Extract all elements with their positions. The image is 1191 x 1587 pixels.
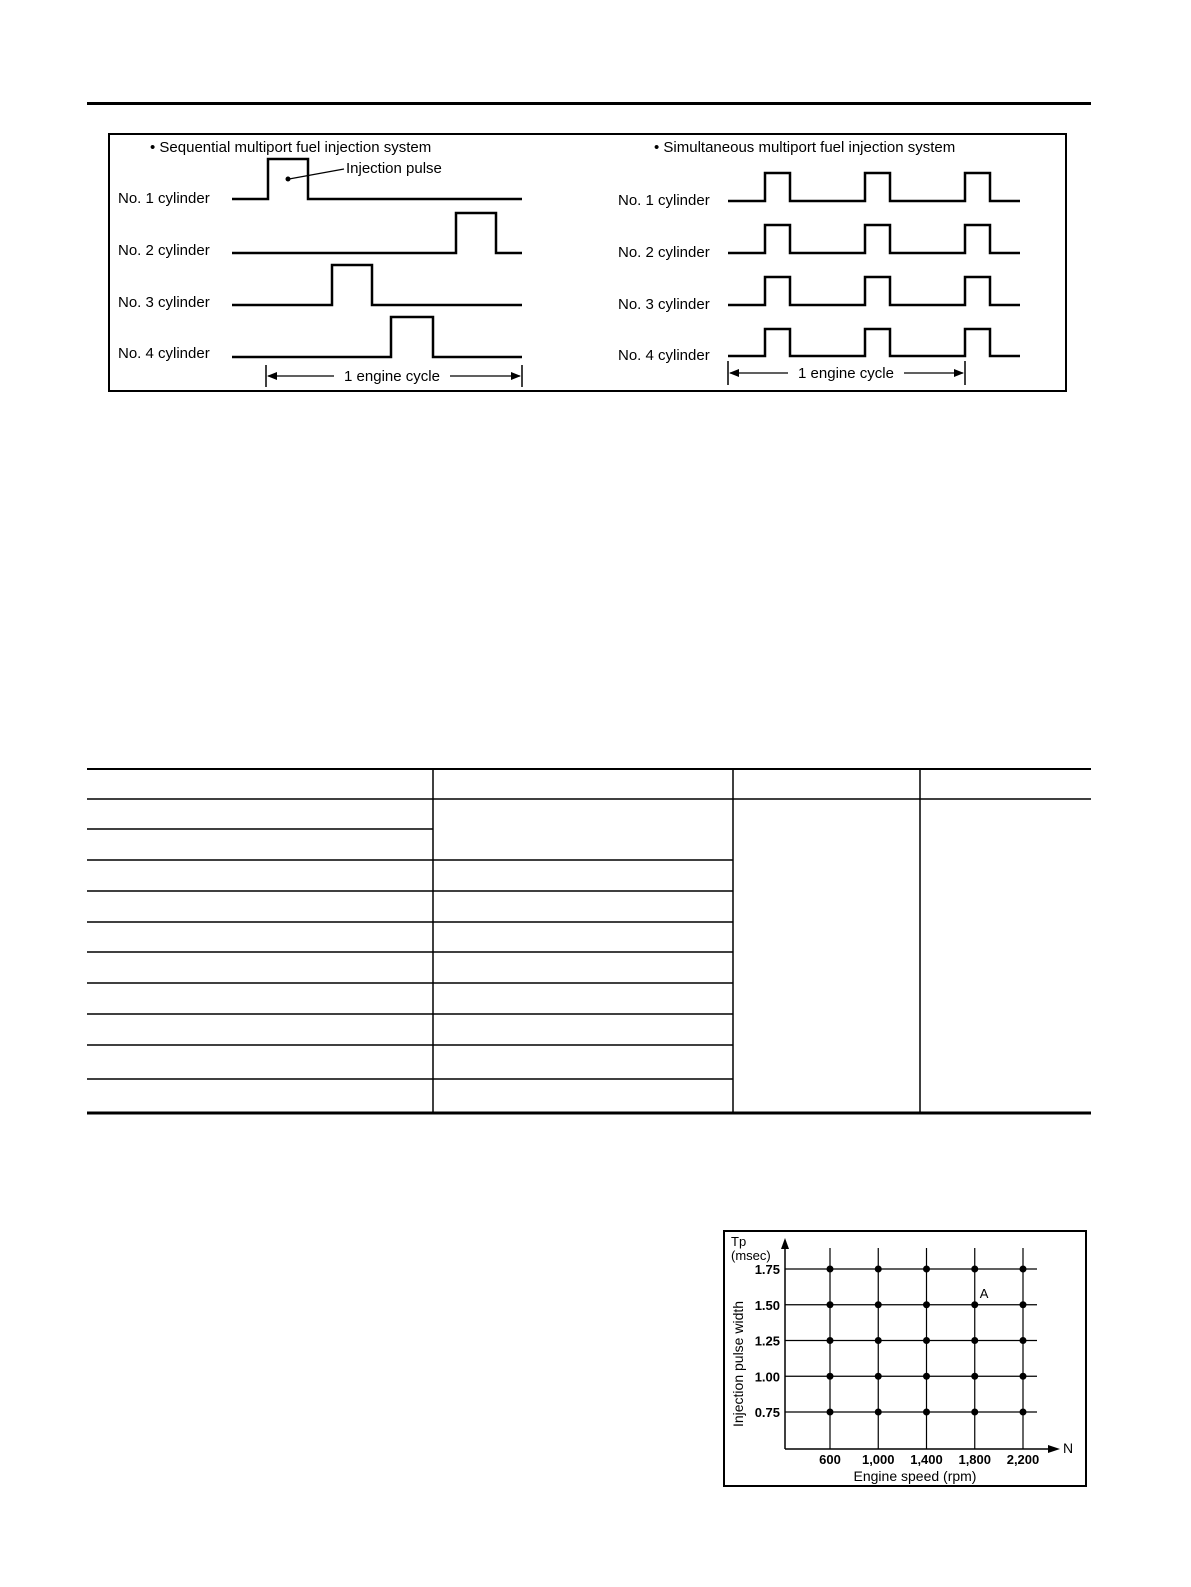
- sim-cylinder-1-label: No. 1 cylinder: [618, 192, 710, 209]
- tp-chart: [723, 1230, 1088, 1488]
- tp-chart-data-point: [923, 1266, 930, 1273]
- seq-cylinder-1-label: No. 1 cylinder: [118, 190, 210, 207]
- spec-table: [87, 768, 1091, 1115]
- sim-cycle-arrowhead-left: [729, 369, 739, 377]
- seq-cycle-arrowhead-left: [267, 372, 277, 380]
- sim-cycle-arrowhead-right: [954, 369, 964, 377]
- tp-chart-data-point: [827, 1301, 834, 1308]
- tp-chart-data-point: [1020, 1373, 1027, 1380]
- tp-chart-ylabel: Injection pulse width: [730, 1300, 746, 1428]
- tp-chart-x-tick-label: 1,400: [910, 1452, 943, 1467]
- tp-chart-data-point: [875, 1373, 882, 1380]
- tp-chart-data-point: [923, 1409, 930, 1416]
- tp-chart-y-tick-label: 1.50: [754, 1297, 780, 1313]
- tp-chart-data-point: [971, 1337, 978, 1344]
- tp-chart-x-tick-label: 600: [819, 1452, 841, 1467]
- tp-chart-data-point: [1020, 1301, 1027, 1308]
- injection-timing-diagram: [108, 133, 1068, 393]
- tp-chart-x-axis-letter: N: [1063, 1440, 1074, 1456]
- seq-waveform-4: [232, 317, 522, 357]
- tp-chart-x-axis-arrowhead: [1048, 1445, 1060, 1453]
- sim-cylinder-2-label: No. 2 cylinder: [618, 244, 710, 261]
- sim-cylinder-3-label: No. 3 cylinder: [618, 296, 710, 313]
- tp-chart-data-point: [827, 1266, 834, 1273]
- sim-waveform-2: [728, 225, 1020, 253]
- tp-chart-data-point: [1020, 1409, 1027, 1416]
- injection-pulse-label: Injection pulse: [346, 160, 442, 177]
- seq-waveform-2: [232, 213, 522, 253]
- tp-chart-data-point: [923, 1337, 930, 1344]
- pulse-leader-dot: [286, 177, 291, 182]
- tp-chart-y-unit-line-2: (msec): [731, 1248, 771, 1263]
- seq-cylinder-2-label: No. 2 cylinder: [118, 242, 210, 259]
- seq-cylinder-4-label: No. 4 cylinder: [118, 345, 210, 362]
- tp-chart-point-label: A: [979, 1285, 989, 1301]
- header-rule: [87, 102, 1091, 105]
- tp-chart-data-point: [1020, 1266, 1027, 1273]
- tp-chart-data-point: [827, 1409, 834, 1416]
- seq-waveform-3: [232, 265, 522, 305]
- tp-chart-data-point: [923, 1301, 930, 1308]
- sim-waveform-1: [728, 173, 1020, 201]
- seq-cycle-label: 1 engine cycle: [344, 368, 440, 385]
- sim-waveform-3: [728, 277, 1020, 305]
- tp-chart-data-point: [971, 1266, 978, 1273]
- seq-cycle-arrowhead-right: [511, 372, 521, 380]
- tp-chart-data-point: [923, 1373, 930, 1380]
- tp-chart-data-point: [971, 1373, 978, 1380]
- tp-chart-x-tick-label: 1,800: [958, 1452, 992, 1467]
- tp-chart-data-point: [971, 1409, 978, 1416]
- tp-chart-data-point: [827, 1337, 834, 1344]
- sim-waveform-4: [728, 329, 1020, 356]
- tp-chart-data-point: [875, 1301, 882, 1308]
- tp-chart-y-axis-arrowhead: [781, 1238, 789, 1249]
- tp-chart-y-tick-label: 1.75: [754, 1262, 780, 1277]
- seq-cylinder-3-label: No. 3 cylinder: [118, 294, 210, 311]
- tp-chart-data-point: [1020, 1337, 1027, 1344]
- tp-chart-data-point: [827, 1373, 834, 1380]
- tp-chart-x-tick-label: 2,200: [1006, 1452, 1040, 1467]
- tp-chart-y-tick-label: 0.75: [754, 1405, 780, 1420]
- sequential-title: • Sequential multiport fuel injection system: [150, 139, 432, 156]
- tp-chart-data-point: [875, 1266, 882, 1273]
- diagram-frame: [109, 134, 1066, 391]
- tp-chart-data-point: [875, 1337, 882, 1344]
- tp-chart-y-tick-label: 1.25: [754, 1333, 780, 1349]
- tp-chart-data-point: [971, 1301, 978, 1308]
- tp-chart-xlabel: Engine speed (rpm): [853, 1468, 977, 1484]
- tp-chart-data-point: [875, 1409, 882, 1416]
- tp-chart-y-tick-label: 1.00: [754, 1369, 780, 1385]
- simultaneous-title: • Simultaneous multiport fuel injection system: [654, 139, 956, 156]
- pulse-leader: [289, 169, 344, 179]
- sim-cylinder-4-label: No. 4 cylinder: [618, 347, 710, 364]
- tp-chart-x-tick-label: 1,000: [861, 1452, 895, 1467]
- tp-chart-y-unit-line-1: Tp: [731, 1234, 747, 1249]
- tp-chart-y-unit: [731, 1234, 771, 1263]
- sim-cycle-label: 1 engine cycle: [798, 365, 894, 382]
